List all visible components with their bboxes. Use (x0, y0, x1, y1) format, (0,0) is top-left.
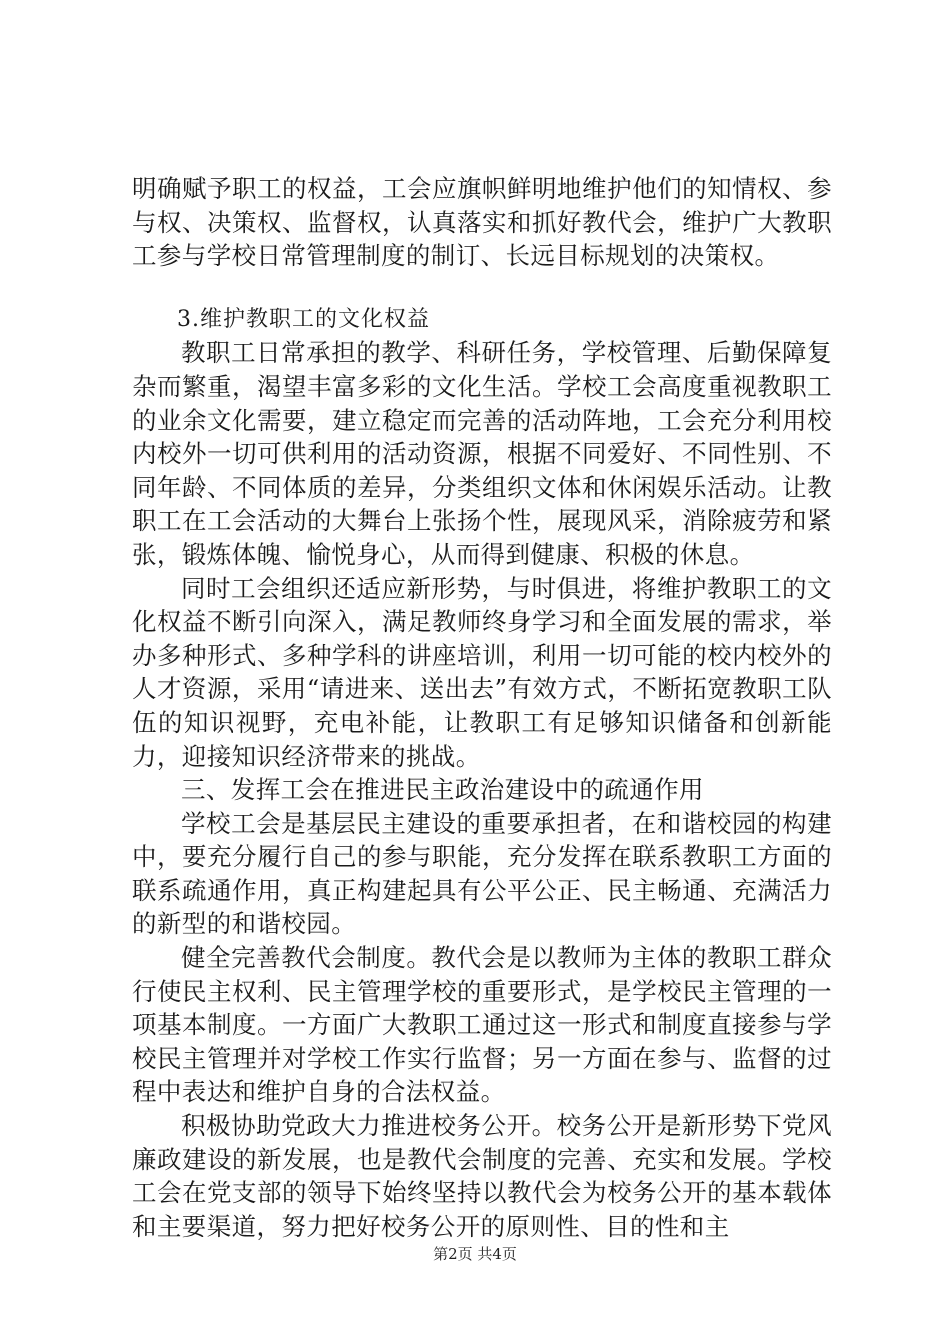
paragraph-6: 积极协助党政大力推进校务公开。校务公开是新形势下党风廉政建设的新发展，也是教代会制度的完善、充实和发展。学校工会在党支部的领导下始终坚持以教代会为校务公开的基本载体和主要渠道，努力把好校务公开的原则性、目的性和主 (132, 1111, 832, 1241)
paragraph-4: 学校工会是基层民主建设的重要承担者，在和谐校园的构建中，要充分履行自己的参与职能，充分发挥在联系教职工方面的联系疏通作用，真正构建起具有公平公正、民主畅通、充满活力的新型的和谐校园。 (132, 808, 832, 939)
section-heading-3: 3.维护教职工的文化权益 (177, 306, 430, 332)
section-heading-three: 三、发挥工会在推进民主政治建设中的疏通作用 (181, 775, 704, 805)
paragraph-2: 教职工日常承担的教学、科研任务，学校管理、后勤保障复杂而繁重，渴望丰富多彩的文化生活。学校工会高度重视教职工的业余文化需要，建立稳定而完善的活动阵地，工会充分利用校内校外一切可供利用的活动资源，根据不同爱好、不同性别、不同年龄、不同体质的差异，分类组织文体和休闲娱乐活动。让教职工在工会活动的大舞台上张扬个性，展现风采，消除疲劳和紧张，锻炼体魄、愉悦身心，从而得到健康、积极的休息。 (132, 338, 832, 569)
paragraph-gap (132, 273, 832, 303)
paragraph-5: 健全完善教代会制度。教代会是以教师为主体的教职工群众行使民主权利、民主管理学校的重要形式，是学校民主管理的一项基本制度。一方面广大教职工通过这一形式和制度直接参与学校民主管理并对学校工作实行监督；另一方面在参与、监督的过程中表达和维护自身的合法权益。 (132, 943, 832, 1107)
document-body (132, 172, 832, 1243)
paragraph-3: 同时工会组织还适应新形势，与时俱进，将维护教职工的文化权益不断引向深入，满足教师终身学习和全面发展的需求，举办多种形式、多种学科的讲座培训，利用一切可能的校内校外的人才资源，采用“请进来、送出去”有效方式，不断拓宽教职工队伍的知识视野，充电补能，让教职工有足够知识储备和创新能力，迎接知识经济带来的挑战。 (132, 573, 832, 771)
page-footer: 第2页 共4页 (433, 1245, 517, 1263)
paragraph-1: 明确赋予职工的权益，工会应旗帜鲜明地维护他们的知情权、参与权、决策权、监督权，认真落实和抓好教代会，维护广大教职工参与学校日常管理制度的制订、长远目标规划的决策权。 (132, 174, 832, 271)
